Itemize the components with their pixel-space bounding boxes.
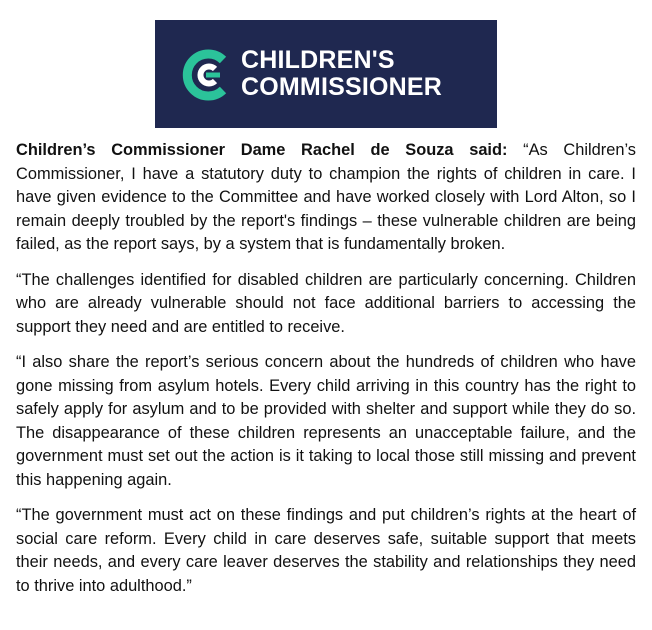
statement-paragraph-1 — [16, 139, 636, 257]
logo-line-1: CHILDREN'S — [241, 46, 395, 74]
logo-line-2: COMMISSIONER — [241, 73, 443, 101]
commissioner-logo-mark-icon — [179, 48, 233, 102]
logo-wordmark — [241, 47, 442, 101]
statement-paragraph-4: “The government must act on these findings and put children’s rights at the heart of social care reform. Every child in care deserves safe, suitable support that meets their needs, and every care leaver deserves the stability and relationships they need to thrive into adulthood.” — [16, 506, 636, 595]
press-statement — [16, 139, 636, 610]
childrens-commissioner-logo — [155, 20, 497, 128]
statement-paragraph-2: “The challenges identified for disabled children are particularly concerning. Children who are already vulnerable should not face additional barriers to accessing the support they need and are entitled to receive. — [16, 270, 636, 336]
speaker-attribution: Children’s Commissioner Dame Rachel de Souza said: — [16, 141, 508, 159]
statement-paragraph-1-text: “As Children’s Commissioner, I have a statutory duty to champion the rights of children in care. I have given evidence to the Committee and have worked closely with Lord Alton, so I remain deeply troubled by the report's findings – these vulnerable children are being failed, as the report says, by a system that is fundamentally broken. — [16, 141, 636, 253]
statement-paragraph-3: “I also share the report’s serious concern about the hundreds of children who have gone missing from asylum hotels. Every child arriving in this country has the right to safely apply for asylum and to be provided with shelter and support while they do so. The disappearance of these children represents an unacceptable failure, and the government must set out the action is it taking to local those still missing and prevent this happening again. — [16, 353, 636, 489]
